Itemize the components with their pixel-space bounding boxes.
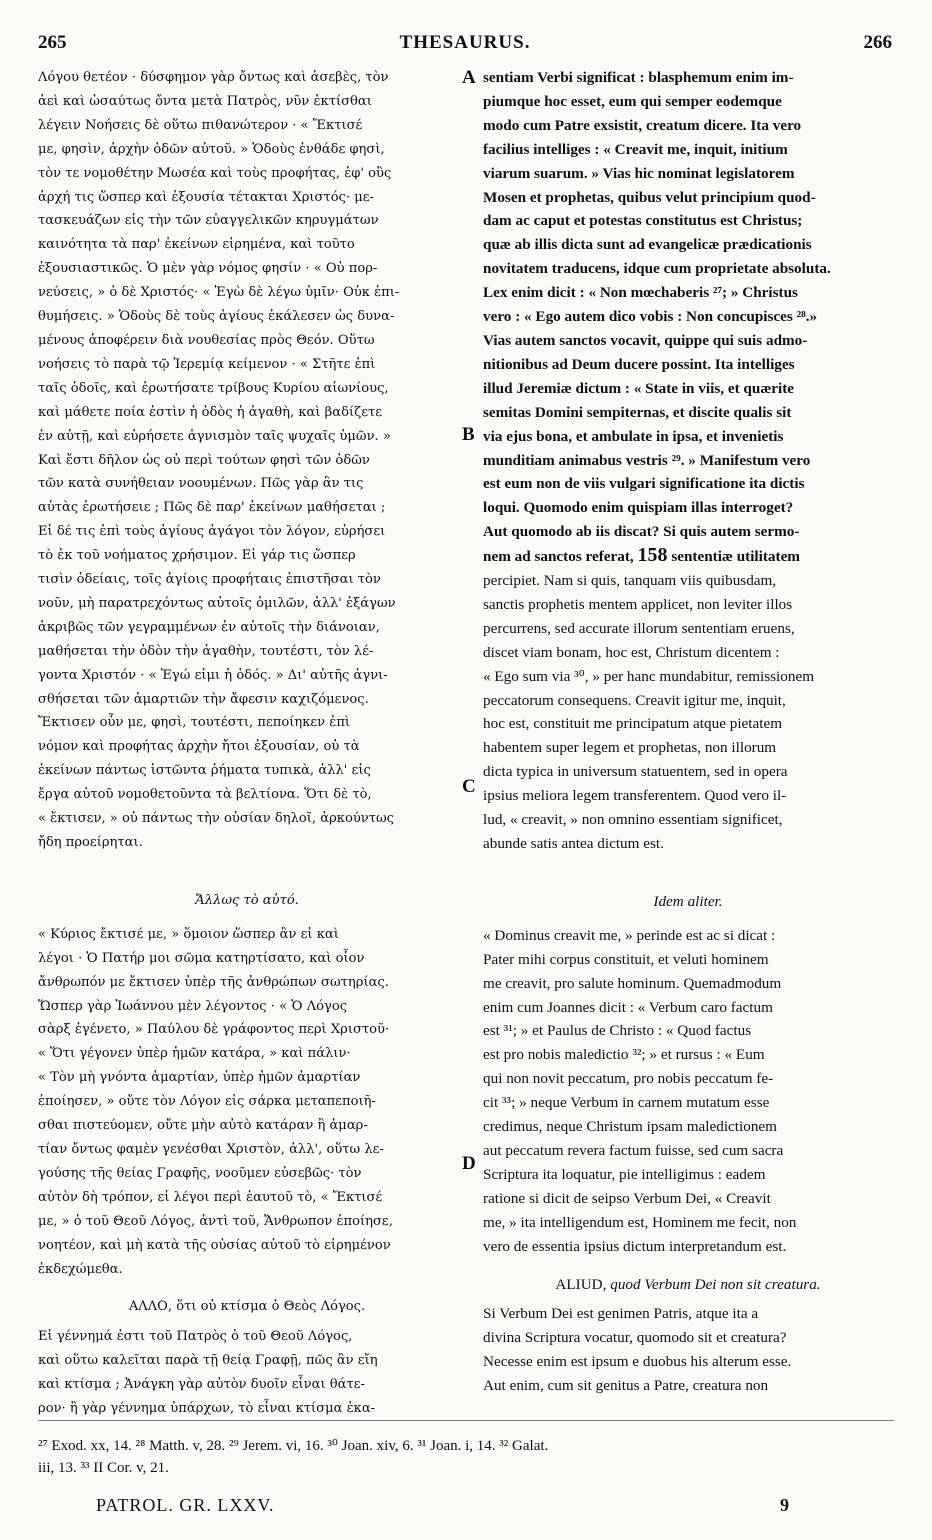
text-line: modo cum Patre exsistit, creatum dicere. Ita vero: [483, 116, 802, 134]
text-line: καὶ κτίσμα ; Ἀνάγκη γὰρ αὐτὸν δυοῖν εἶναι θάτε-: [38, 1377, 365, 1393]
text-line: est ³¹; » et Paulus de Christo : « Quod factus: [483, 1022, 752, 1040]
text-line: aut peccatum revera factum fuisse, sed cum sacra: [483, 1141, 784, 1159]
text-line: τὸν τε νομοθέτην Μωσέα καὶ τοὺς προφήτας, ἐφ' οὓς: [38, 165, 392, 181]
margin-page-number: 158: [637, 544, 668, 567]
text-line: ἐκδεχώμεθα.: [38, 1261, 123, 1277]
latin-text: nem ad sanctos referat,: [483, 548, 634, 566]
text-line: τὸ ἐκ τοῦ νοήματος χρήσιμον. Εἰ γάρ τις ὥσπερ: [38, 548, 356, 564]
text-line: « Dominus creavit me, » perinde est ac si dicat :: [483, 926, 776, 944]
greek-column: [38, 66, 456, 1421]
text-line: τῶν κατὰ συνήθειαν νοουμένων. Πῶς γὰρ ἂν τις: [38, 476, 364, 492]
text-line: Necesse enim est ipsum e duobus his alterum esse.: [483, 1353, 792, 1371]
text-line: facilius intelliges : « Creavit me, inquit, initium: [483, 140, 788, 158]
text-line: γοντα Χριστόν · « Ἐγώ εἰμι ἡ ὁδός. » Δι' αὐτῆς ἁγνι-: [38, 667, 388, 683]
text-line: Εἰ γέννημά ἐστι τοῦ Πατρὸς ὁ τοῦ Θεοῦ Λόγος,: [38, 1329, 353, 1345]
text-line: lud, « creavit, » non omnino essentiam significet,: [483, 811, 783, 829]
text-line: καὶ οὕτω καλεῖται παρὰ τῇ θείᾳ Γραφῇ, πῶς ἂν εἴη: [38, 1353, 378, 1369]
quire-signature: 9: [780, 1495, 789, 1515]
latin-paragraph-3: [483, 1302, 893, 1398]
text-line: Pater mihi corpus constituit, et veluti hominem: [483, 950, 769, 968]
latin-heading-rest: quod Verbum Dei non sit creatura.: [610, 1275, 821, 1293]
text-line: me, » ita intelligendum est, Hominem me fecit, non: [483, 1213, 797, 1231]
text-line: via ejus bona, et ambulate in ipsa, et invenietis: [483, 427, 784, 445]
greek-paragraph-3: [38, 1325, 456, 1421]
text-line: « Κύριος ἔκτισέ με, » ὅμοιον ὥσπερ ἂν εἰ καὶ: [38, 926, 339, 942]
text-line: qui non novit peccatum, pro nobis peccatum fe-: [483, 1070, 774, 1088]
text-line: abunde satis antea dictum est.: [483, 835, 664, 852]
text-line: percurrens, sed accurate illorum sententiam eruens,: [483, 619, 795, 637]
text-line: enim cum Joannes dicit : « Verbum caro factum: [483, 998, 773, 1016]
text-line: munditiam animabus vestris ²⁹. » Manifestum vero: [483, 451, 811, 469]
latin-paragraph-1b: [483, 569, 893, 856]
latin-heading-caps: ALIUD,: [555, 1275, 607, 1293]
text-line: divina Scriptura vocatur, quomodo sit et creatura?: [483, 1329, 787, 1347]
text-line: quæ ab illis dicta sunt ad evangelicæ prædicationis: [483, 236, 812, 254]
footnotes-line-2: iii, 13. ³³ II Cor. v, 21.: [38, 1460, 169, 1476]
text-line: Lex enim dicit : « Non mœchaberis ²⁷; » Christus: [483, 284, 798, 302]
text-line: Aut quomodo ab iis discat? Si quis autem sermo-: [483, 523, 800, 541]
text-line: me creavit, pro salute hominum. Quemadmodum: [483, 974, 782, 992]
text-line: semitas Domini sempiternas, et discite qualis sit: [483, 403, 792, 421]
text-line: τασκευάζων εἰς τὴν τῶν εὐαγγελικῶν κηρυγμάτων: [38, 213, 379, 229]
footnotes-line-1: ²⁷ Exod. xx, 14. ²⁸ Matth. v, 28. ²⁹ Jerem. vi, 16. ³⁰ Joan. xiv, 6. ³¹ Joan. i, 14. ³² Galat.: [38, 1438, 549, 1454]
text-line: αὐτὰς ἐρωτήσειε ; Πῶς δὲ παρ' ἐκείνων μαθήσεται ;: [38, 500, 386, 516]
text-line: vero de essentia ipsius dictum interpretandum est.: [483, 1237, 787, 1255]
text-line: γούσης τῆς θείας Γραφῆς, νοοῦμεν εὐσεβῶς· τὸν: [38, 1165, 362, 1181]
text-line: ἀρχή τις ὥσπερ καὶ ἐξουσία τέτακται Χριστός· με-: [38, 189, 374, 205]
text-line: Si Verbum Dei est genimen Patris, atque ita a: [483, 1305, 759, 1323]
text-line: cit ³³; » neque Verbum in carnem mutatum esse: [483, 1094, 770, 1112]
text-line: « Ὅτι γέγονεν ὑπὲρ ἡμῶν κατάρα, » καὶ πάλιν·: [38, 1046, 351, 1062]
text-line: « ἔκτισεν, » οὐ πάντως τὴν οὐσίαν δηλοῖ, ἀρκούντως: [38, 811, 395, 827]
text-line: ἐποίησεν, » οὔτε τὸν Λόγον εἰς σάρκα μεταπεποιῆ-: [38, 1094, 376, 1110]
text-line: με, φησὶν, ἀρχὴν ὁδῶν αὐτοῦ. » Ὁδοὺς ἐνθάδε φησὶ,: [38, 141, 385, 157]
greek-paragraph-2: [38, 923, 456, 1282]
text-line: ἔργα αὐτοῦ νομοθετοῦντα τὰ βελτίονα. Ὅτι δὲ τὸ,: [38, 787, 372, 803]
text-line: με, » ὁ τοῦ Θεοῦ Λόγος, ἀντὶ τοῦ, Ἄνθρωπον ἐποίησε,: [38, 1213, 393, 1229]
text-line: λέγειν Νοήσεις δὲ οὕτω πιθανώτερον · « Ἔκτισέ: [38, 117, 363, 133]
text-line: Λόγου θετέον · δύσφημον γὰρ ὄντως καὶ ἀσεβὲς, τὸν: [38, 70, 389, 85]
text-line: discet viam bonam, hoc est, Christum dicentem :: [483, 643, 780, 661]
text-line: Vias autem sanctos vocavit, quippe qui suis admo-: [483, 331, 808, 349]
text-line: vero : « Ego autem dico vobis : Non concupisces ²⁸.»: [483, 308, 818, 326]
text-line: Εἰ δέ τις ἐπὶ τοὺς ἁγίους ἀγάγοι τὸν λόγον, εὑρήσει: [38, 524, 386, 540]
text-line: σθήσεται τῶν ἁμαρτιῶν τὴν ἄφεσιν καχιζόμενος.: [38, 691, 369, 707]
text-line: ταῖς ὁδοῖς, καὶ ἐρωτήσατε τρίβους Κυρίου αἰωνίους,: [38, 380, 389, 396]
running-title: THESAURUS.: [399, 32, 531, 53]
text-line: Ἔκτισεν οὖν με, φησὶ, τουτέστι, πεποίηκεν ἐπὶ: [38, 715, 351, 731]
text-line: λέγοι · Ὁ Πατήρ μοι σῶμα κατηρτίσατο, καὶ οἷον: [38, 950, 365, 966]
text-line: νοητέον, καὶ μὴ κατὰ τῆς οὐσίας αὐτοῦ τὸ εἰρημένον: [38, 1237, 391, 1253]
latin-heading-2: [483, 1273, 893, 1297]
text-line: credimus, neque Christum ipsam maledictionem: [483, 1118, 777, 1136]
text-line: est pro nobis maledictio ³²; » et rursus : « Eum: [483, 1046, 765, 1064]
text-line: ρον· ἢ γὰρ γέννημα ὑπάρχων, τὸ εἶναι κτίσμα ἐκα-: [38, 1401, 376, 1417]
text-line: illud Jeremiæ dictum : « State in viis, et quærite: [483, 379, 795, 397]
text-line: piumque hoc esset, eum qui semper eodemque: [483, 92, 782, 110]
text-line: nitionibus ad Deum ducere possint. Ita intelliges: [483, 355, 795, 373]
text-line: σὰρξ ἐγένετο, » Παύλου δὲ γράφοντος περὶ Χριστοῦ·: [38, 1022, 390, 1038]
series-signature: PATROL. GR. LXXV.: [96, 1495, 275, 1515]
text-line: Ὥσπερ γὰρ Ἰωάννου μὲν λέγοντος · « Ὁ Λόγος: [38, 998, 348, 1014]
text-line: ἐν αὐτῇ, καὶ εὑρήσετε ἁγνισμὸν ταῖς ψυχαῖς ὑμῶν. »: [38, 428, 391, 444]
latin-heading-1: Idem aliter.: [653, 892, 723, 910]
text-line: καινότητα τὰ παρ' ἐκείνων εἰρημένα, καὶ τοῦτο: [38, 237, 355, 253]
text-line: ἀεὶ καὶ ὡσαύτως ὄντα μετὰ Πατρὸς, νῦν ἐκτίσθαι: [38, 93, 372, 109]
page-number-right: 266: [863, 32, 892, 53]
text-line: θυμήσεις. » Ὁδοὺς δὲ τοὺς ἁγίους ἐκάλεσεν ὡς δυνα-: [38, 309, 395, 325]
margin-marker-c: C: [462, 776, 476, 797]
latin-paragraph-1: [483, 66, 893, 544]
text-line: μαθήσεται τὴν ὁδὸν τὴν ἀγαθὴν, τουτέστι, τὸν λέ-: [38, 643, 374, 659]
greek-heading-1: Ἄλλως τὸ αὐτό.: [195, 892, 299, 908]
greek-paragraph-1: [38, 66, 456, 855]
text-line: τίαν ὄντως φαμὲν γενέσθαι Χριστὸν, ἀλλ', οὕτω λε-: [38, 1141, 384, 1157]
greek-heading-2: ΑΛΛΟ, ὅτι οὐ κτίσμα ὁ Θεὸς Λόγος.: [128, 1299, 366, 1315]
text-line: νόμον καὶ προφήτας ἀρχὴν ἤτοι ἐξουσίαν, οὐ τὰ: [38, 739, 360, 755]
text-line: Καὶ ἔστι δῆλον ὡς οὐ περὶ τούτων φησὶ τῶν ὁδῶν: [38, 452, 370, 468]
text-line: est eum non de viis vulgari significatione ita dictis: [483, 475, 805, 493]
text-line: νοήσεις τὸ παρὰ τῷ Ἱερεμίᾳ κείμενον · « Στῆτε ἐπὶ: [38, 356, 376, 372]
margin-marker-a: A: [462, 67, 476, 88]
margin-marker-b: B: [462, 424, 475, 445]
text-line: sentiam Verbi significat : blasphemum enim im-: [483, 69, 794, 86]
text-line: νοῦν, μὴ παρατρεχόντως αὐτοῖς ὁμιλῶν, ἀλλ' ἐξάγων: [38, 595, 396, 611]
text-line: « Τὸν μὴ γνόντα ἁμαρτίαν, ὑπὲρ ἡμῶν ἁμαρτίαν: [38, 1070, 361, 1086]
margin-marker-d: D: [462, 1153, 476, 1174]
text-line: νεύσεις, » ὁ δὲ Χριστός· « Ἐγὼ δὲ λέγω ὑμῖν· Οὐκ ἐπι-: [38, 285, 400, 301]
text-line: ἤδη προείρηται.: [38, 835, 143, 850]
text-line: τισὶν ὁδείαις, τοῖς ἁγίοις προφήταις ἐπιστῆσαι τὸν: [38, 572, 381, 588]
latin-line-with-marginal-number: [483, 544, 893, 569]
text-line: ἀκριβῶς τῶν γεγραμμένων ἐν αὐτοῖς τὴν διάνοιαν,: [38, 619, 380, 635]
text-line: ἐκείνων πάντως ἱστῶντα ῥήματα τυπικὰ, ἀλλ' εἰς: [38, 763, 371, 779]
text-line: dam ac caput et potestas constitutus est Christus;: [483, 212, 803, 230]
text-line: novitatem traducens, idque cum proprietate absoluta.: [483, 260, 831, 278]
latin-paragraph-2: [483, 924, 893, 1259]
text-line: dicta typica in universum statuentem, sed in opera: [483, 763, 788, 781]
text-line: ipsius meliora legem transferentem. Quod vero il-: [483, 787, 787, 805]
text-line: « Ego sum via ³⁰, » per hanc mundabitur, remissionem: [483, 667, 815, 685]
latin-text: sententiæ utilitatem: [671, 548, 800, 566]
text-line: ἄνθρωπόν με ἔκτισεν ὑπὲρ τῆς ἀνθρώπων σωτηρίας.: [38, 974, 389, 990]
page-number-left: 265: [38, 32, 67, 53]
latin-column: [483, 66, 893, 1398]
text-line: αὐτὸν δὴ τρόπον, εἰ λέγοι περὶ ἑαυτοῦ τὸ, « Ἔκτισέ: [38, 1189, 383, 1205]
text-line: Scriptura ita loquatur, pie intelligimus : eadem: [483, 1165, 766, 1183]
running-header: [38, 32, 892, 56]
text-line: μένους ἀποφέρειν διὰ νουθεσίας πρὸς Θεόν. Οὕτω: [38, 332, 375, 348]
text-line: Aut enim, cum sit genitus a Patre, creatura non: [483, 1377, 769, 1395]
text-line: ἐξουσιαστικῶς. Ὁ μὲν γὰρ νόμος φησίν · « Οὐ πορ-: [38, 261, 378, 277]
text-line: percipiet. Nam si quis, tanquam viis quibusdam,: [483, 572, 777, 590]
text-line: peccatorum consequens. Creavit igitur me, inquit,: [483, 691, 786, 709]
text-line: σθαι πιστεύομεν, οὔτε μὴν αὐτὸ κατάραν ἢ ἁμαρ-: [38, 1118, 368, 1134]
text-line: καὶ μάθετε ποία ἐστὶν ἡ ὁδὸς ἡ ἀγαθὴ, καὶ βαδίζετε: [38, 404, 382, 420]
text-line: hoc est, constituit me principatum atque pietatem: [483, 715, 783, 733]
footnote-rule: [38, 1420, 894, 1421]
text-line: loqui. Quomodo enim quispiam illas interroget?: [483, 499, 794, 517]
text-line: habentem super legem et prophetas, non illorum: [483, 739, 777, 757]
text-line: viarum suarum. » Vias hic nominat legislatorem: [483, 164, 795, 182]
text-line: sanctis prophetis mentem applicet, non leviter illos: [483, 595, 793, 613]
text-line: ratione si dicit de seipso Verbum Dei, « Creavit: [483, 1189, 771, 1207]
text-line: Mosen et prophetas, quibus velut principium quod-: [483, 188, 816, 206]
